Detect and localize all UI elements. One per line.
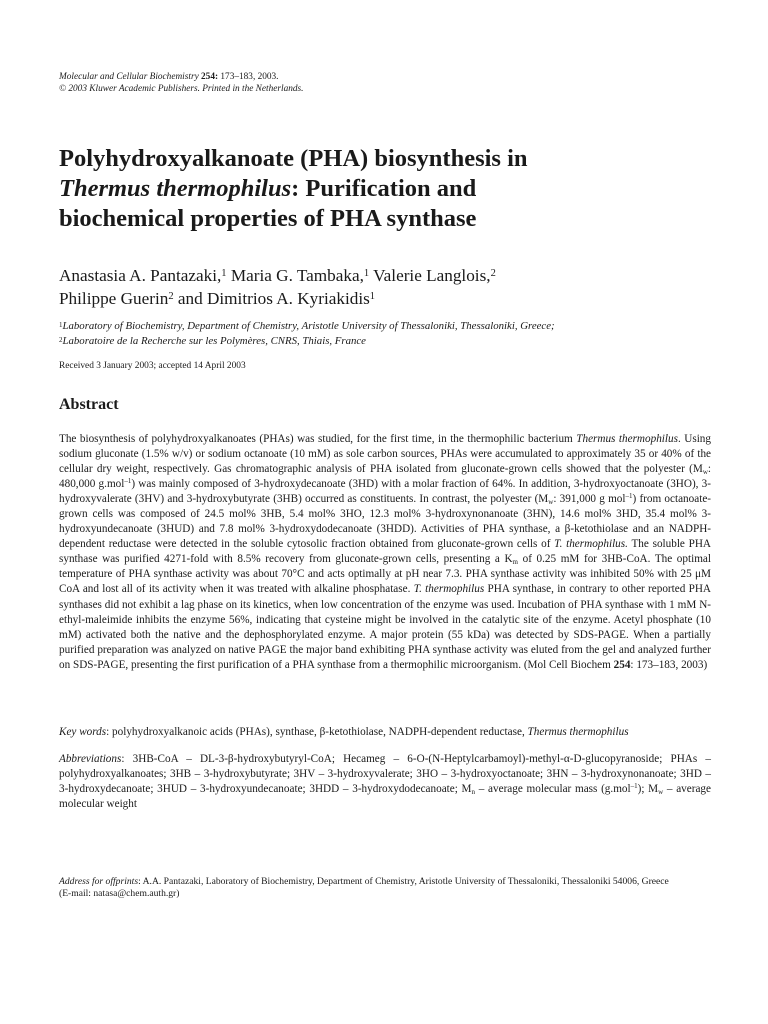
- abstract-text: PHA synthase, in contrary to other reported PHA synthases did not exhibit a lag phase on its kinetics, when low concentration of the enzyme was used. Incubation of PHA synthase with 1 mM N-ethyl-maleimide inhibits the enzyme 56%, indicating that cysteine might be involved in the catalytic site of the enzyme. Acetyl phosphate (10 mM) activated both the native and the dephosphorylated enzyme. A major protein (55 kDa) was detected by SDS-PAGE. When a partially purified preparation was analyzed on native PAGE the major band exhibiting PHA synthase activity was eluted from the gel and analyzed further on SDS-PAGE, presenting the first purification of a PHA synthase from a thermophilic microorganism. (Mol Cell Biochem: [59, 583, 712, 671]
- subscript: n: [471, 788, 476, 797]
- abbreviations-text: – average molecular weight: [59, 783, 711, 811]
- abstract-text: . Using sodium gluconate (1.5% w/v) or sodium octanoate (10 mM) as sole carbon sources, PHAs were accumulated to approximately 35 or 40% of the cellular dry weight, respectively. Gas chromatographic analysis of PHA isolated from gluconate-grown cells showed that the polyester (M: [59, 433, 711, 476]
- citation-volume: 254: [613, 658, 631, 671]
- superscript: –1: [124, 477, 132, 486]
- author-1: Anastasia A. Pantazaki,: [59, 266, 222, 285]
- subscript: w: [548, 498, 554, 507]
- author-5-affil: 1: [369, 291, 376, 302]
- keywords-text: : polyhydroxyalkanoic acids (PHAs), synthase, β-ketothiolase, NADPH-dependent reductase,: [106, 726, 528, 738]
- keywords-label: Key words: [59, 726, 107, 738]
- abstract-text: The biosynthesis of polyhydroxyalkanoates (PHAs) was studied, for the first time, in the thermophilic bacterium: [59, 433, 577, 445]
- abstract-organism: Thermus thermophilus: [576, 433, 678, 445]
- superscript: –1: [625, 492, 633, 501]
- affiliation-1-marker: 1: [59, 321, 63, 329]
- offprint-address: [59, 876, 719, 901]
- abstract-text: : 391,000 g mol: [553, 493, 626, 506]
- author-4: Philippe Guerin: [59, 289, 169, 308]
- author-4-affil: 2: [168, 291, 174, 302]
- title-organism: Thermus thermophilus: [59, 175, 292, 202]
- affiliation-1-text: Laboratory of Biochemistry, Department of Chemistry, Aristotle University of Thessaloniki, Thessaloniki, Greece;: [62, 320, 555, 332]
- affiliation-2-text: Laboratoire de la Recherche sur les Polymères, CNRS, Thiais, France: [62, 335, 366, 347]
- abstract-text: ) was mainly composed of 3-hydroxydecanoate (3HD) with a molar fraction of 64%. In addition, 3-hydroxyoctanoate (3HO), 3-hydroxyvalerate (3HV) and 3-hydroxybutyrate (3HB) occurred as constituents. In contrast, the polyester (M: [59, 478, 711, 506]
- email-line: (E-mail: natasa@chem.auth.gr): [59, 888, 180, 900]
- offprint-line: [59, 876, 719, 888]
- abstract-heading: Abstract: [59, 396, 119, 413]
- journal-citation: [59, 71, 303, 95]
- subscript: w: [702, 468, 708, 477]
- author-2-affil: 1: [363, 268, 370, 279]
- author-3: Valerie Langlois,: [369, 266, 491, 285]
- title-line-1: Polyhydroxyalkanoate (PHA) biosynthesis in: [59, 145, 528, 172]
- keywords-organism: Thermus thermophilus: [527, 726, 629, 738]
- abstract-text: ) from octanoate-grown cells was composed of 24.5 mol% 3HB, 5.4 mol% 3HO, 12.3 mol% 3-hydroxynonanoate (3HN), 14.6 mol% 3HD, 35.4 mol% 3-hydroxyundecanoate (3HUD) and 7.8 mol% 3-hydroxydodecanoate (3HDD). Activities of PHA synthase, a β-ketothiolase and an NADPH-dependent reductase were detected in the soluble cytosolic fraction obtained from gluconate-grown cells of: [59, 493, 712, 551]
- subscript: m: [512, 558, 518, 567]
- offprint-text: : A.A. Pantazaki, Laboratory of Biochemistry, Department of Chemistry, Aristotle University of Thessaloniki, Thessaloniki 54006, Greece: [138, 876, 669, 887]
- affiliation-2: [59, 334, 719, 349]
- abbreviations-text: : 3HB-CoA – DL-3-β-hydroxybutyryl-CoA; Hecameg – 6-O-(N-Heptylcarbamoyl)-methyl-α-D-glucopyranoside; PHAs – polyhydroxyalkanoates; 3HB – 3-hydroxybutyrate; 3HV – 3-hydroxyvalerate; 3HO – 3-hydroxyoctanoate; 3HN – 3-hydroxynonanoate; 3HD – 3-hydroxydecanoate; 3HUD – 3-hydroxyundecanoate; 3HDD – 3-hydroxydodecanoate; M: [59, 753, 711, 796]
- abbreviations-text: – average molecular mass (g.mol: [475, 783, 631, 796]
- journal-volume: 254:: [201, 72, 219, 82]
- author-2: Maria G. Tambaka,: [226, 266, 364, 285]
- subscript: w: [658, 788, 664, 797]
- abstract-organism: T. thermophilus.: [554, 538, 628, 551]
- author-3-affil: 2: [490, 268, 496, 279]
- abbreviations-label: Abbreviations: [59, 753, 122, 765]
- abbreviations: [59, 752, 711, 812]
- abstract-text: of 0.25 mM for 3HB-CoA. The optimal temperature of PHA synthase activity was about 70°C and acts optimally at pH near 7.3. PHA synthase activity was inhibited 50% with 25 μM CoA and lost all of its activity when it was treated with alkaline phosphatase.: [59, 553, 711, 596]
- author-5: and Dimitrios A. Kyriakidis: [173, 289, 370, 308]
- abstract-text: : 173–183, 2003): [630, 658, 708, 671]
- affiliation-2-marker: 2: [59, 336, 63, 344]
- journal-line-1: [59, 71, 303, 83]
- affiliations: [59, 319, 719, 349]
- journal-name: Molecular and Cellular Biochemistry: [59, 72, 199, 82]
- article-title: [59, 144, 699, 234]
- abstract-text: : 480,000 g.mol: [59, 463, 711, 491]
- affiliation-1: [59, 319, 719, 334]
- keywords: [59, 725, 711, 740]
- title-line-3: biochemical properties of PHA synthase: [59, 205, 477, 232]
- copyright-line: © 2003 Kluwer Academic Publishers. Printed in the Netherlands.: [59, 84, 304, 94]
- abbreviations-text: ); M: [637, 783, 659, 796]
- abstract-text: The soluble PHA synthase was purified 4271-fold with 8.5% recovery from gluconate-grown cells, presenting a K: [59, 538, 712, 566]
- offprint-label: Address for offprints: [59, 876, 139, 887]
- journal-pages: 173–183, 2003.: [218, 72, 279, 82]
- author-1-affil: 1: [221, 268, 227, 279]
- abstract-body: [59, 432, 711, 673]
- abstract-organism: T. thermophilus: [413, 583, 485, 596]
- received-dates: Received 3 January 2003; accepted 14 April 2003: [59, 361, 246, 371]
- author-list: [59, 264, 719, 310]
- superscript: –1: [630, 782, 638, 791]
- title-line-2-rest: : Purification and: [291, 175, 477, 202]
